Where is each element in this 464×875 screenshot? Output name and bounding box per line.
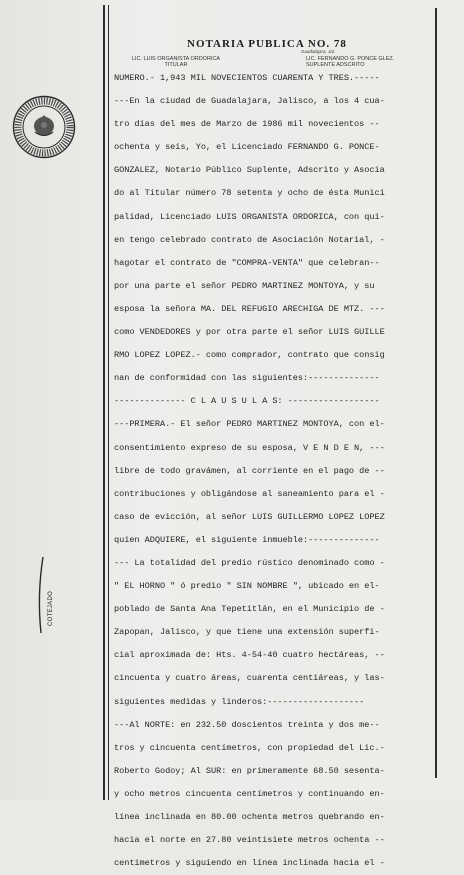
suplente-role: SUPLENTE ADSCRITO [306,62,365,68]
titular-role: TITULAR [164,62,188,68]
notary-seal [12,95,76,159]
suplente-name: LIC. FERNANDO G. PONCE GLEZ. [306,56,395,62]
deed-body [114,67,432,875]
deed-line: como VENDEDORES y por otra parte el señor LUIS GUILLE [114,327,385,338]
deed-line: RMO LOPEZ LOPEZ.- como comprador, contrato que consig [114,350,385,361]
deed-line: tro días del mes de Marzo de 1986 mil novecientos -- [114,119,380,130]
deed-line: libre de todo gravámen, al corriente en el pago de -- [114,465,385,476]
deed-line: poblado de Santa Ana Tepetitlán, en el Municipio de - [114,604,385,615]
deed-line: ---En la ciudad de Guadalajara, Jalisco, a los 4 cua- [114,96,385,107]
deed-line: quien ADQUIERE, el siguiente inmueble:-------------- [114,534,380,545]
deed-line: --- La totalidad del predio rústico denominado como - [114,557,385,568]
deed-line: NUMERO.- 1,943 MIL NOVECIENTOS CUARENTA Y TRES.----- [114,73,380,83]
deed-line: centímetros y siguiendo en línea inclinada hacia el - [114,858,385,869]
deed-line: esposa la señora MA. DEL REFUGIO ARECHIGA DE MTZ. --- [114,303,385,314]
deed-line: línea inclinada en 80.00 ochenta metros quebrando en- [114,812,385,822]
cotejado-note: COTEJADO [48,590,54,626]
deed-line: siguientes medidas y linderos:------------------- [114,696,365,707]
deed-line: hacia el norte en 27.80 veintisiete metros ochenta -- [114,835,385,846]
margin-line-left-inner [108,5,109,800]
deed-line: hagotar el contrato de "COMPRA-VENTA" que celebran-- [114,257,380,268]
margin-line-left-outer [103,5,105,800]
notary-title: NOTARIA PUBLICA NO. 78 [187,38,347,50]
deed-line: Roberto Godoy; Al SUR: en primeramente 68.50 sesenta- [114,765,385,776]
deed-line: palidad, Licenciado LUIS ORGANISTA ORDORICA, con qui- [114,211,385,222]
deed-line: cial aproximada de: Hts. 4-54-40 cuatro hectáreas, -- [114,650,385,661]
deed-line: " EL HORNO " ó predio " SIN NOMBRE ", ubicado en el- [114,581,380,592]
margin-line-right [435,8,437,778]
deed-line: ---Al NORTE: en 232.50 doscientos treinta y dos me-- [114,719,380,730]
notary-city: Guadalajara, Jal. [301,49,336,54]
deed-line: y ocho metros cincuenta centímetros y continuando en- [114,788,385,799]
deed-line: GONZALEZ, Notario Público Suplente, Adscrito y Asocia [114,165,385,176]
titular-name: LIC. LUIS ORGANISTA ORDORICA [131,56,221,62]
deed-line: do al Titular número 78 setenta y ocho de ésta Munici [114,188,385,199]
deed-line: ochenta y seis, Yo, el Licenciado FERNANDO G. PONCE- [114,142,380,153]
deed-line: nan de conformidad con las siguientes:-------------- [114,373,380,384]
deed-line: tros y cincuenta centímetros, con propiedad del Lic.- [114,742,385,753]
deed-line: en tengo celebrado contrato de Asociación Notarial, - [114,234,385,245]
deed-line: ---PRIMERA.- El señor PEDRO MARTINEZ MONTOYA, con el- [114,419,385,430]
deed-line: contribuciones y obligándose al saneamiento para el - [114,488,385,499]
deed-line: por una parte el señor PEDRO MARTINEZ MONTOYA, y su [114,280,375,291]
deed-line: caso de evicción, al señor LUIS GUILLERMO LOPEZ LOPEZ [114,511,385,522]
deed-line: Zapopan, Jalisco, y que tiene una extensión superfi- [114,627,380,638]
deed-line: consentimiento expreso de su esposa, V E N D E N, --- [114,442,385,453]
deed-line: cincuenta y cuatro áreas, cuarenta centiáreas, y las- [114,673,385,684]
eagle-emblem-icon [34,116,54,136]
clauses-heading: -------------- C L A U S U L A S: ------------------ [114,396,380,407]
